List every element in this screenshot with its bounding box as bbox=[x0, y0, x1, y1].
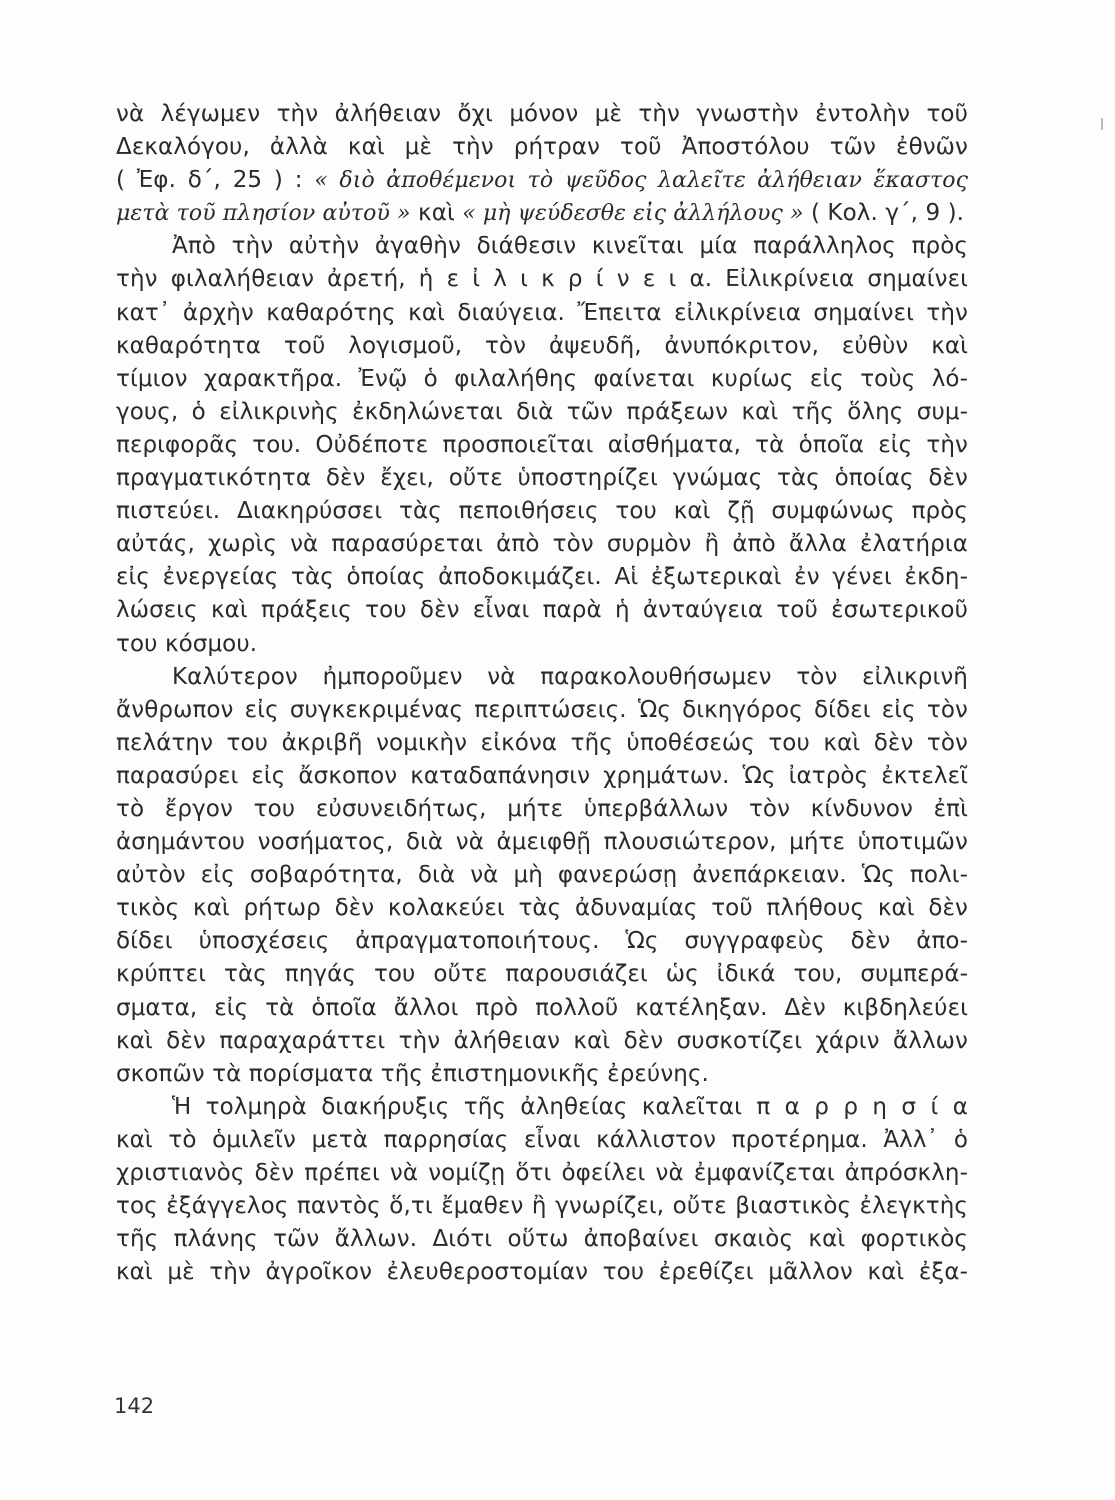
text-line: πελάτην του ἀκριβῆ νομικὴν εἰκόνα τῆς ὑποθέσεώς του καὶ δὲν τὸν bbox=[116, 729, 968, 756]
text-line-with-quote bbox=[116, 197, 968, 230]
text-line: αὐτάς, χωρὶς νὰ παρασύρεται ἀπὸ τὸν συρμὸν ἢ ἀπὸ ἄλλα ἐλατήρια bbox=[116, 531, 968, 558]
text-line: περιφορᾶς του. Οὐδέποτε προσποιεῖται αἰσθήματα, τὰ ὁποῖα εἰς τὴν bbox=[116, 431, 968, 458]
text-line: παρασύρει εἰς ἄσκοπον καταδαπάνησιν χρημάτων. Ὡς ἰατρὸς ἐκτελεῖ bbox=[116, 762, 968, 789]
text-line: εἰς ἐνεργείας τὰς ὁποίας ἀποδοκιμάζει. Αἱ ἐξωτερικαὶ ἐν γένει ἐκδη- bbox=[116, 564, 968, 591]
text-line: κρύπτει τὰς πηγάς του οὔτε παρουσιάζει ὡς ἰδικά του, συμπερά- bbox=[116, 961, 968, 988]
scripture-quote: « διὸ ἀποθέμενοι τὸ ψεῦδος λαλεῖτε ἀλήθειαν ἕκαστος bbox=[314, 168, 968, 194]
text-line: χριστιανὸς δὲν πρέπει νὰ νομίζῃ ὅτι ὀφείλει νὰ ἐμφανίζεται ἀπρόσκλη- bbox=[116, 1160, 968, 1186]
conjunction: καὶ bbox=[410, 200, 463, 227]
text-line: καὶ δὲν παραχαράττει τὴν ἀλήθειαν καὶ δὲν συσκοτίζει χάριν ἄλλων bbox=[116, 1027, 968, 1054]
body-text bbox=[116, 98, 968, 1289]
text-line: Δεκαλόγου, ἀλλὰ καὶ μὲ τὴν ρήτραν τοῦ Ἀποστόλου τῶν ἐθνῶν bbox=[116, 134, 968, 161]
text-line: καὶ μὲ τὴν ἀγροῖκον ἐλευθεροστομίαν του ἐρεθίζει μᾶλλον καὶ ἐξα- bbox=[116, 1259, 968, 1286]
text-line: τίμιον χαρακτῆρα. Ἐνῷ ὁ φιλαλήθης φαίνεται κυρίως εἰς τοὺς λό- bbox=[116, 365, 968, 392]
text-line-with-quote bbox=[116, 164, 968, 197]
text-line: γους, ὁ εἰλικρινὴς ἐκδηλώνεται διὰ τῶν πράξεων καὶ τῆς ὅλης συμ- bbox=[116, 398, 968, 425]
citation: ( Ἐφ. δ΄, 25 ) : bbox=[116, 167, 315, 194]
text-line: σματα, εἰς τὰ ὁποῖα ἄλλοι πρὸ πολλοῦ κατέληξαν. Δὲν κιβδηλεύει bbox=[116, 994, 968, 1021]
scripture-quote: « μὴ ψεύδεσθε εἰς ἀλλήλους » bbox=[462, 201, 804, 227]
text-line: τῆς πλάνης τῶν ἄλλων. Διότι οὕτω ἀποβαίνει σκαιὸς καὶ φορτικὸς bbox=[116, 1226, 968, 1253]
page-number: 142 bbox=[114, 1394, 155, 1418]
text-line: ἀσημάντου νοσήματος, διὰ νὰ ἀμειφθῇ πλουσιώτερον, μήτε ὑποτιμῶν bbox=[116, 829, 968, 856]
text-line: καθαρότητα τοῦ λογισμοῦ, τὸν ἀψευδῆ, ἀνυπόκριτον, εὐθὺν καὶ bbox=[116, 332, 968, 359]
paragraph-first-line: Καλύτερον ἠμποροῦμεν νὰ παρακολουθήσωμεν τὸν εἰλικρινῆ bbox=[172, 663, 968, 690]
text-line: καὶ τὸ ὁμιλεῖν μετὰ παρρησίας εἶναι κάλλιστον προτέρημα. Ἀλλ᾿ ὁ bbox=[116, 1126, 968, 1153]
paragraph-first-line: Ἡ τολμηρὰ διακήρυξις τῆς ἀληθείας καλεῖται π α ρ ρ η σ ί α bbox=[172, 1093, 968, 1120]
text-line: κατ᾿ ἀρχὴν καθαρότης καὶ διαύγεια. Ἔπειτα εἰλικρίνεια σημαίνει τὴν bbox=[116, 299, 968, 326]
text-line: πραγματικότητα δὲν ἔχει, οὔτε ὑποστηρίζει γνώμας τὰς ὁποίας δὲν bbox=[116, 465, 968, 492]
text-line: νὰ λέγωμεν τὴν ἀλήθειαν ὄχι μόνον μὲ τὴν γνωστὴν ἐντολὴν τοῦ bbox=[116, 101, 968, 127]
scripture-quote: μετὰ τοῦ πλησίον αὐτοῦ » bbox=[116, 201, 411, 227]
scan-edge-mark bbox=[1101, 118, 1103, 130]
text-line: τὸ ἔργον του εὐσυνειδήτως, μήτε ὑπερβάλλων τὸν κίνδυνον ἐπὶ bbox=[116, 795, 968, 822]
text-line: τος ἐξάγγελος παντὸς ὅ,τι ἔμαθεν ἢ γνωρίζει, οὔτε βιαστικὸς ἐλεγκτὴς bbox=[116, 1193, 968, 1220]
citation: ( Κολ. γ΄, 9 ). bbox=[803, 200, 965, 227]
paragraph-first-line: Ἀπὸ τὴν αὐτὴν ἀγαθὴν διάθεσιν κινεῖται μία παράλληλος πρὸς bbox=[172, 233, 968, 260]
text-line: του κόσμου. bbox=[116, 630, 258, 657]
text-line: πιστεύει. Διακηρύσσει τὰς πεποιθήσεις του καὶ ζῇ συμφώνως πρὸς bbox=[116, 498, 968, 525]
text-line: ἄνθρωπον εἰς συγκεκριμένας περιπτώσεις. Ὡς δικηγόρος δίδει εἰς τὸν bbox=[116, 696, 968, 723]
text-line: τικὸς καὶ ρήτωρ δὲν κολακεύει τὰς ἀδυναμίας τοῦ πλήθους καὶ δὲν bbox=[116, 895, 968, 922]
text-line: σκοπῶν τὰ πορίσματα τῆς ἐπιστημονικῆς ἐρεύνης. bbox=[116, 1060, 709, 1087]
text-line: αὐτὸν εἰς σοβαρότητα, διὰ νὰ μὴ φανερώσῃ ἀνεπάρκειαν. Ὡς πολι- bbox=[116, 862, 968, 889]
text-line: δίδει ὑποσχέσεις ἀπραγματοποιήτους. Ὡς συγγραφεὺς δὲν ἀπο- bbox=[116, 928, 968, 955]
text-line: τὴν φιλαλήθειαν ἀρετή, ἡ ε ἰ λ ι κ ρ ί ν ε ι α. Εἰλικρίνεια σημαίνει bbox=[116, 266, 968, 293]
text-line: λώσεις καὶ πράξεις του δὲν εἶναι παρὰ ἡ ἀνταύγεια τοῦ ἐσωτερικοῦ bbox=[116, 597, 968, 624]
